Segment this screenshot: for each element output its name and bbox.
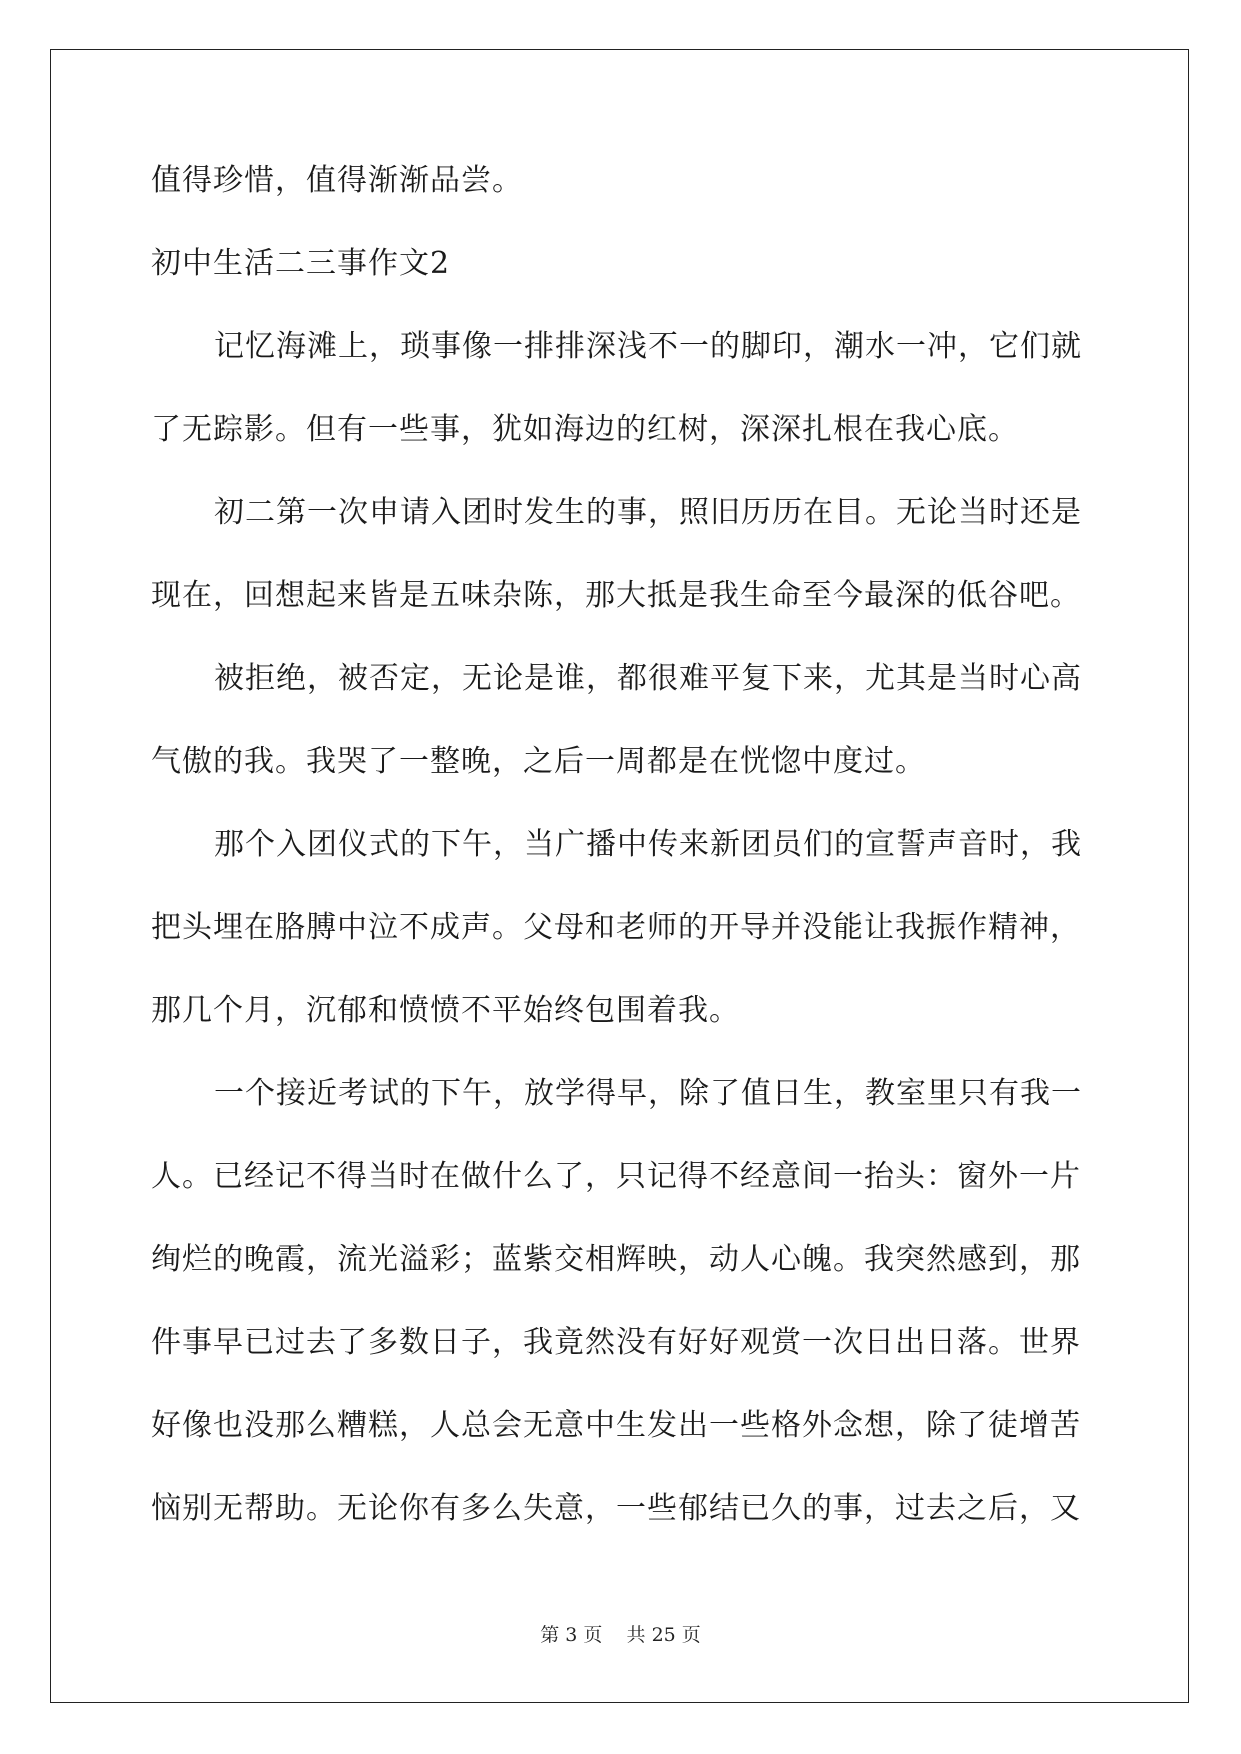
paragraph-line: 被拒绝，被否定，无论是谁，都很难平复下来，尤其是当时心高: [214, 661, 1082, 696]
paragraph-line: 那几个月，沉郁和愤愤不平始终包围着我。: [151, 993, 740, 1028]
paragraph-line: 人。已经记不得当时在做什么了，只记得不经意间一抬头：窗外一片: [151, 1159, 1081, 1194]
paragraph-line: 那个入团仪式的下午，当广播中传来新团员们的宣誓声音时，我: [214, 827, 1082, 862]
paragraph-line: 把头埋在胳膊中泣不成声。父母和老师的开导并没能让我振作精神，: [151, 910, 1081, 945]
paragraph-line: 气傲的我。我哭了一整晚，之后一周都是在恍惚中度过。: [151, 744, 926, 779]
paragraph-line: 恼别无帮助。无论你有多么失意，一些郁结已久的事，过去之后，又: [151, 1491, 1081, 1526]
paragraph-line: 好像也没那么糟糕，人总会无意中生发出一些格外念想，除了徒增苦: [151, 1408, 1081, 1443]
paragraph-line: 记忆海滩上，琐事像一排排深浅不一的脚印，潮水一冲，它们就: [214, 329, 1082, 364]
page-footer: [0, 1623, 1241, 1647]
paragraph-line: 现在，回想起来皆是五味杂陈，那大抵是我生命至今最深的低谷吧。: [151, 578, 1081, 613]
paragraph-line: 一个接近考试的下午，放学得早，除了值日生，教室里只有我一: [214, 1076, 1082, 1111]
paragraph-line: 件事早已过去了多数日子，我竟然没有好好观赏一次日出日落。世界: [151, 1325, 1081, 1360]
paragraph-line: 初二第一次申请入团时发生的事，照旧历历在目。无论当时还是: [214, 495, 1082, 530]
page-number: 第 3 页 共 25 页: [540, 1624, 701, 1646]
document-body: [151, 162, 1093, 1528]
paragraph-line: 了无踪影。但有一些事，犹如海边的红树，深深扎根在我心底。: [151, 412, 1019, 447]
paragraph-line: 值得珍惜，值得渐渐品尝。: [151, 163, 523, 198]
paragraph-line: 绚烂的晚霞，流光溢彩；蓝紫交相辉映，动人心魄。我突然感到，那: [151, 1242, 1081, 1277]
section-heading: 初中生活二三事作文2: [151, 246, 451, 281]
